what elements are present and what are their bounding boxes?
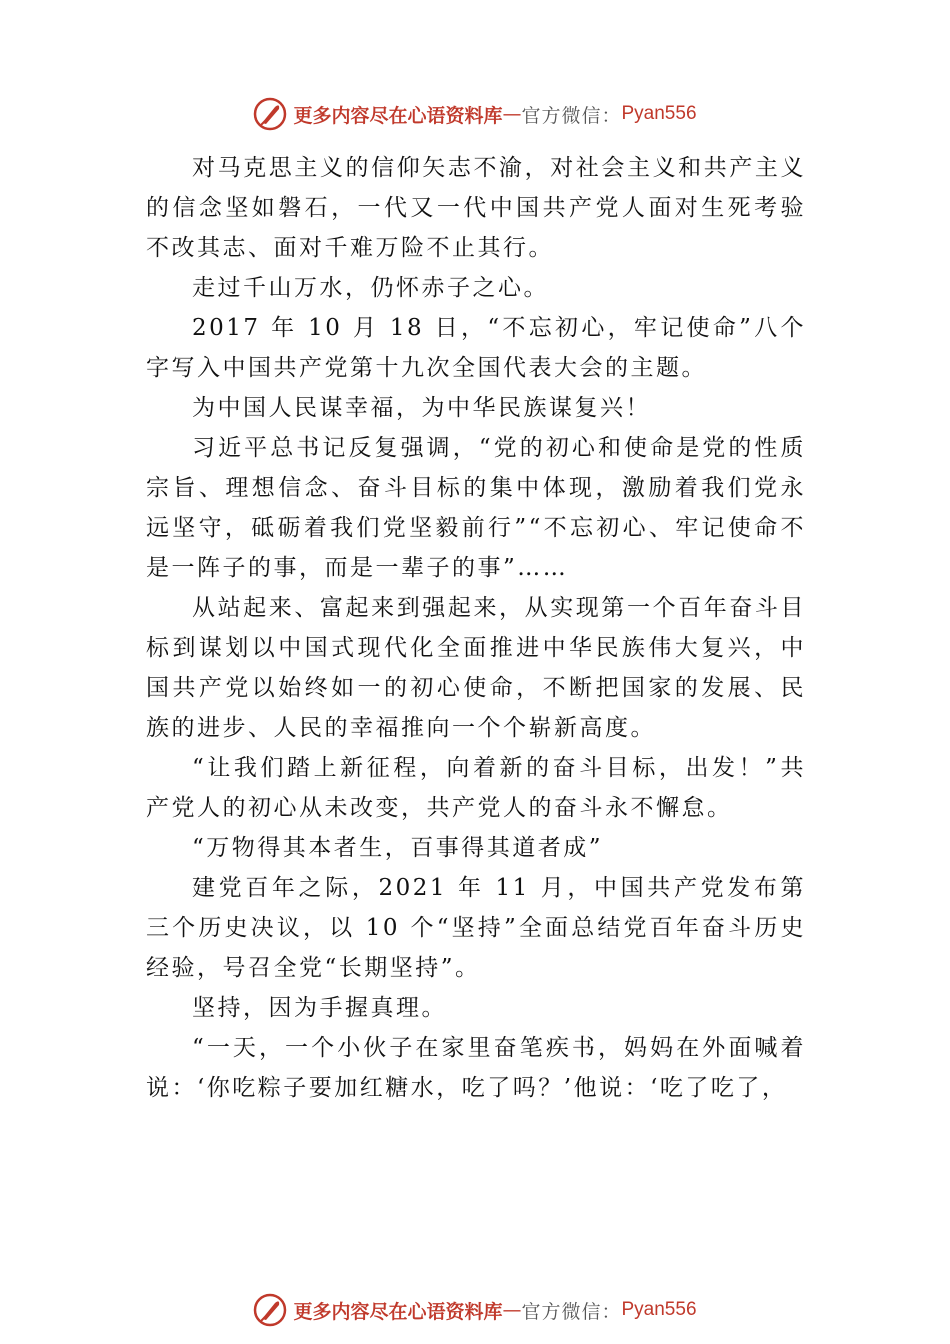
paragraph: “万物得其本者生，百事得其道者成” [192,835,604,861]
paragraph: 对马克思主义的信仰矢志不渝，对社会主义和共产主义的信念坚如磐石，一代又一代中国共产党人面对生死考验不改其志、面对千难万险不止其行。 [146,155,806,261]
quill-logo-icon [253,1293,287,1327]
footer-wechat-id: Pyan556 [621,1299,697,1320]
header-dash: — [502,103,522,125]
header-banner [0,92,950,136]
footer-wechat-label: 官方微信： [521,1300,622,1323]
footer-site-name: 更多内容尽在心语资料库 [293,1300,503,1323]
paragraph: 为中国人民谋幸福，为中华民族谋复兴！ [192,395,651,421]
document-body [146,148,806,1108]
paragraph: “一天，一个小伙子在家里奋笔疾书，妈妈在外面喊着说：‘你吃粽子要加红糖水，吃了吗？’他说：‘吃了吃了， [146,1035,806,1101]
paragraph: 2017 年 10 月 18 日，“不忘初心，牢记使命”八个字写入中国共产党第十九次全国代表大会的主题。 [146,315,806,381]
paragraph: 建党百年之际，2021 年 11 月，中国共产党发布第三个历史决议，以 10 个“坚持”全面总结党百年奋斗历史经验，号召全党“长期坚持”。 [146,875,806,981]
footer-dash: — [502,1299,522,1321]
header-wechat-id: Pyan556 [621,103,697,124]
quill-logo-icon [253,97,287,131]
paragraph: 从站起来、富起来到强起来，从实现第一个百年奋斗目标到谋划以中国式现代化全面推进中华民族伟大复兴，中国共产党以始终如一的初心使命，不断把国家的发展、民族的进步、人民的幸福推向一个个崭新高度。 [146,595,806,741]
header-wechat-label: 官方微信： [521,104,622,127]
paragraph: 走过千山万水，仍怀赤子之心。 [192,275,549,301]
paragraph: 坚持，因为手握真理。 [192,995,447,1021]
paragraph: 习近平总书记反复强调，“党的初心和使命是党的性质宗旨、理想信念、奋斗目标的集中体现，激励着我们党永远坚守，砥砺着我们党坚毅前行”“不忘初心、牢记使命不是一阵子的事，而是一辈子的事”…… [146,435,806,581]
paragraph: “让我们踏上新征程，向着新的奋斗目标，出发！”共产党人的初心从未改变，共产党人的奋斗永不懈怠。 [146,755,806,821]
footer-banner [0,1288,950,1332]
header-site-name: 更多内容尽在心语资料库 [293,104,503,127]
